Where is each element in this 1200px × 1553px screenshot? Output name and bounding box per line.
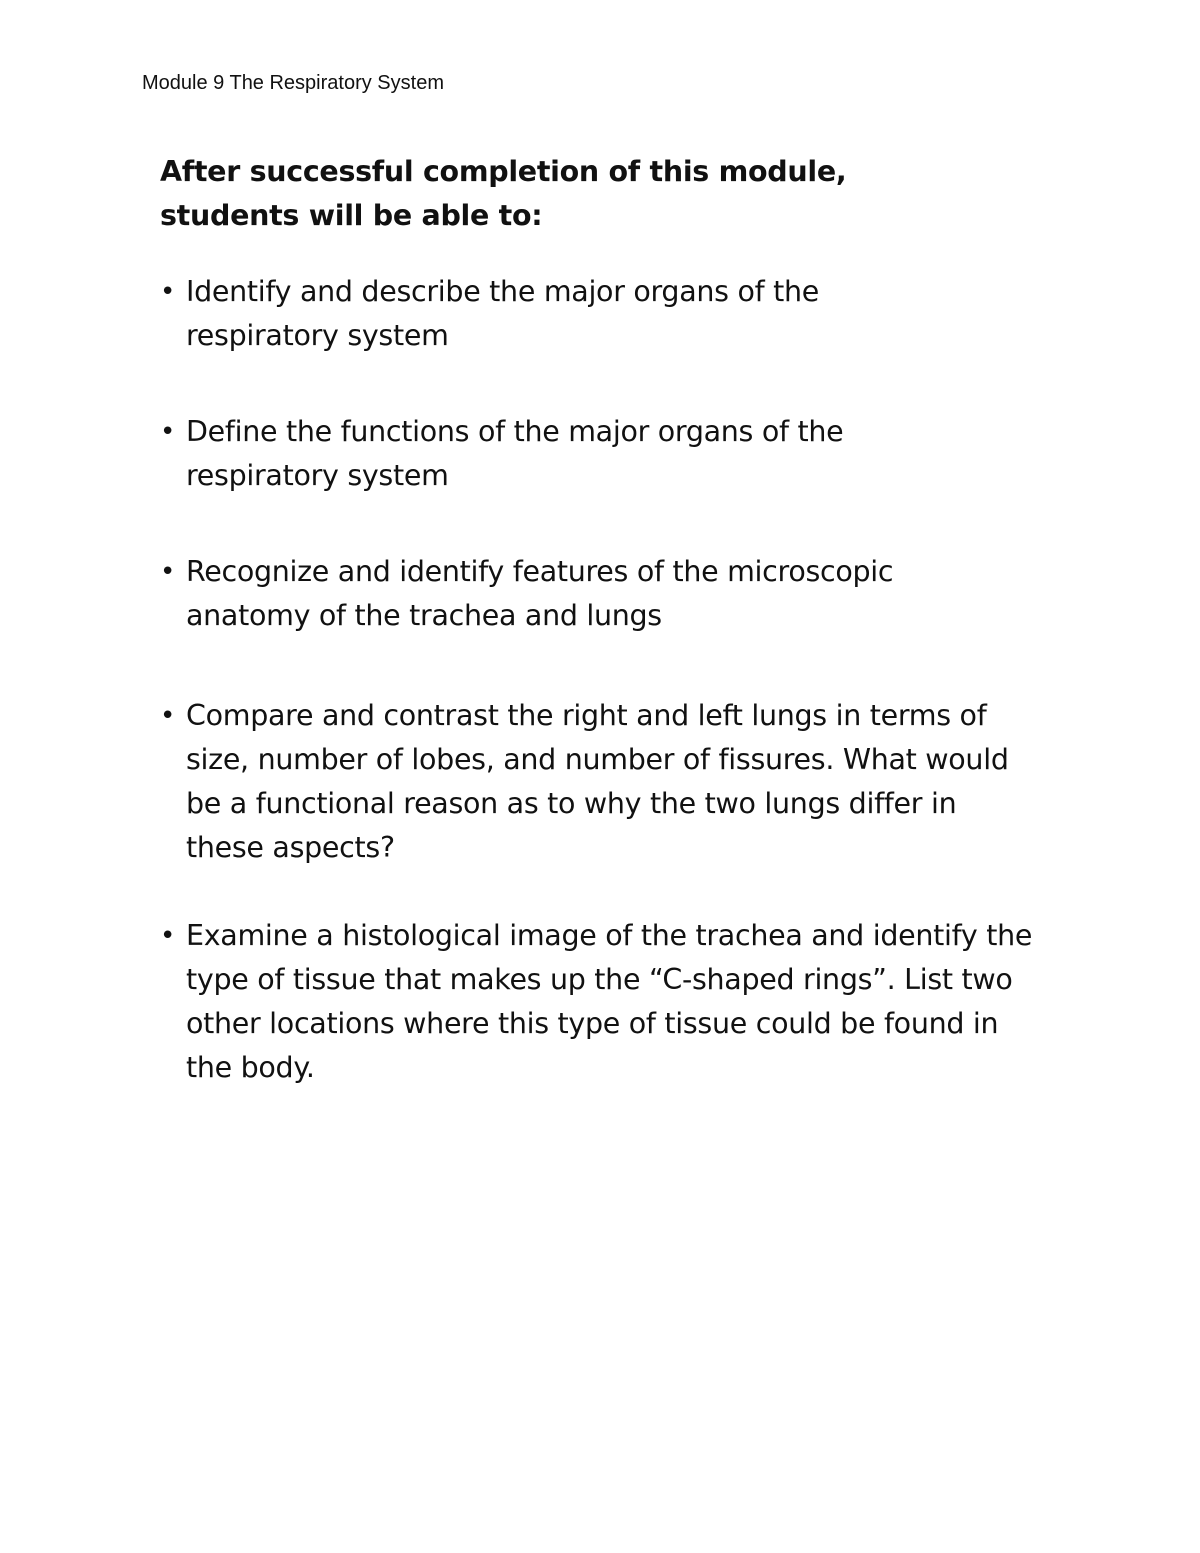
bullet-icon: • <box>160 921 176 951</box>
objective-item-compare-lungs <box>160 694 1060 870</box>
objectives-list <box>160 270 1060 1090</box>
heading-line-2: students will be able to: <box>160 199 543 232</box>
learning-objectives-section <box>160 150 1060 1090</box>
heading-line-1: After successful completion of this module, <box>160 155 847 188</box>
objective-text: Compare and contrast the right and left lungs in terms of size, number of lobes, and number of fissures. What would be a functional reason as to why the two lungs differ in these aspects? <box>186 699 1009 864</box>
objectives-heading <box>160 150 1060 238</box>
page-header-title: Module 9 The Respiratory System <box>142 72 444 94</box>
bullet-icon: • <box>160 277 176 307</box>
objective-item-microscopic-anatomy <box>160 550 1060 638</box>
objective-item-functions <box>160 410 1060 498</box>
bullet-icon: • <box>160 701 176 731</box>
objective-text: Define the functions of the major organs of the respiratory system <box>186 415 844 492</box>
objective-item-organs <box>160 270 1060 358</box>
objective-text: Examine a histological image of the trachea and identify the type of tissue that makes up the “C-shaped rings”. List two other locations where this type of tissue could be found in the body. <box>186 919 1033 1084</box>
bullet-icon: • <box>160 417 176 447</box>
objective-text: Identify and describe the major organs of the respiratory system <box>186 275 819 352</box>
objective-text: Recognize and identify features of the microscopic anatomy of the trachea and lungs <box>186 555 894 632</box>
bullet-icon: • <box>160 557 176 587</box>
objective-item-trachea-histology <box>160 914 1060 1090</box>
